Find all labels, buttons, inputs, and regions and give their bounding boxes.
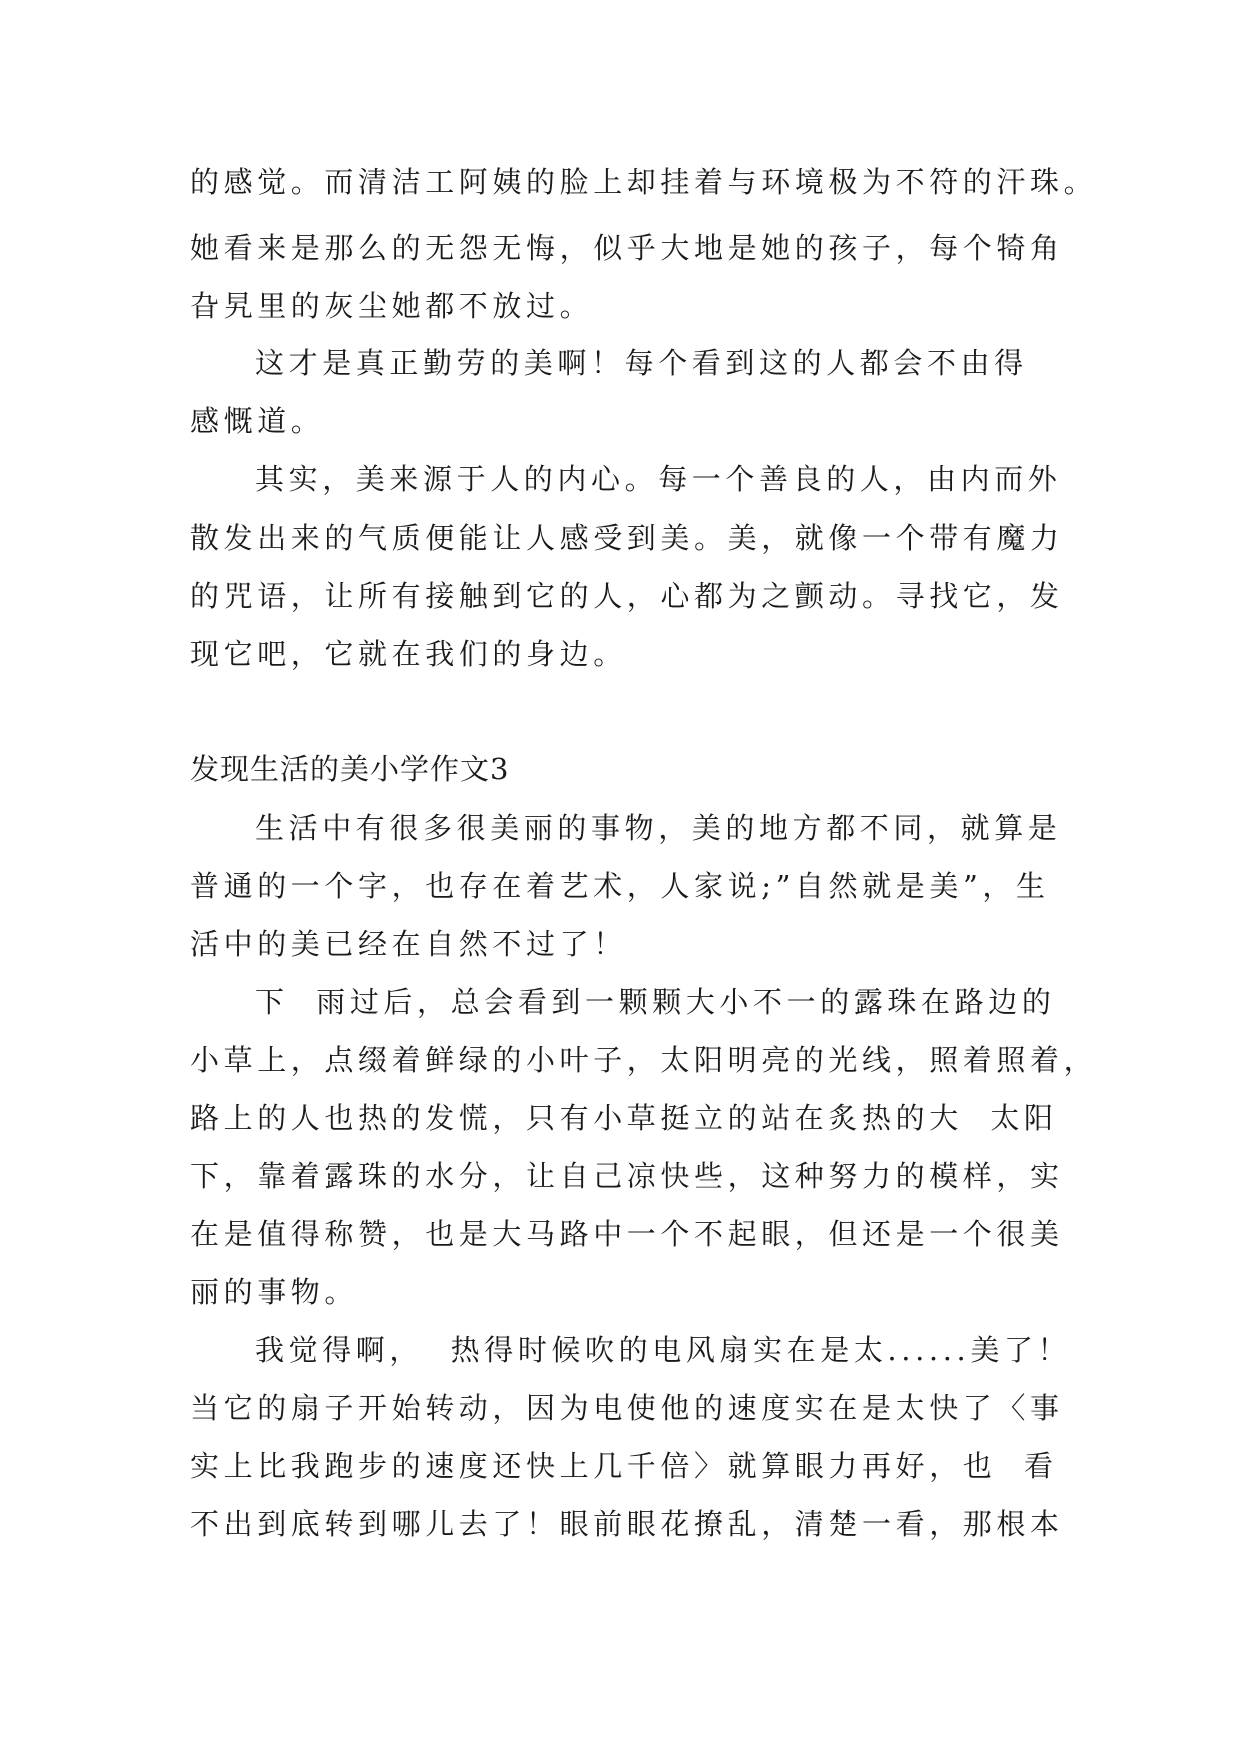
text-line: 散发出来的气质便能让人感受到美。美，就像一个带有魔力 [190, 521, 1064, 555]
section-heading: 发现生活的美小学作文3 [190, 752, 510, 786]
text-line: 在是值得称赞，也是大马路中一个不起眼，但还是一个很美 [190, 1217, 1064, 1251]
text-line: 她看来是那么的无怨无悔，似乎大地是她的孩子，每个犄角 [190, 231, 1064, 265]
text-line: 不出到底转到哪儿去了！眼前眼花撩乱，清楚一看，那根本 [190, 1507, 1064, 1541]
text-line: 实上比我跑步的速度还快上几千倍〉就算眼力再好，也 看 [190, 1449, 1058, 1483]
text-line: 我觉得啊， 热得时候吹的电风扇实在是太......美了！ [255, 1333, 1072, 1367]
text-line: 小草上，点缀着鲜绿的小叶子，太阳明亮的光线，照着照着， [190, 1043, 1098, 1077]
text-line: 路上的人也热的发慌，只有小草挺立的站在炙热的大 太阳 [190, 1101, 1058, 1135]
text-line: 活中的美已经在自然不过了！ [190, 927, 627, 961]
text-line: 生活中有很多很美丽的事物，美的地方都不同，就算是 [255, 811, 1062, 845]
text-line: 现它吧，它就在我们的身边。 [190, 637, 627, 671]
text-line: 这才是真正勤劳的美啊！每个看到这的人都会不由得 [255, 346, 1028, 380]
text-line: 普通的一个字，也存在着艺术，人家说;”自然就是美”，生 [190, 869, 1050, 903]
text-line: 的感觉。而清洁工阿姨的脸上却挂着与环境极为不符的汗珠。 [190, 165, 1098, 199]
text-line: 其实，美来源于人的内心。每一个善良的人，由内而外 [255, 462, 1062, 496]
text-line: 的咒语，让所有接触到它的人，心都为之颤动。寻找它，发 [190, 579, 1064, 613]
text-line: 丽的事物。 [190, 1275, 359, 1309]
text-line: 感慨道。 [190, 404, 325, 438]
text-line: 下 雨过后，总会看到一颗颗大小不一的露珠在路边的 [255, 985, 1056, 1019]
text-line: 下，靠着露珠的水分，让自己凉快些，这种努力的模样，实 [190, 1159, 1064, 1193]
text-line: 当它的扇子开始转动，因为电使他的速度实在是太快了〈事 [190, 1391, 1064, 1425]
text-line: 旮旯里的灰尘她都不放过。 [190, 289, 594, 323]
